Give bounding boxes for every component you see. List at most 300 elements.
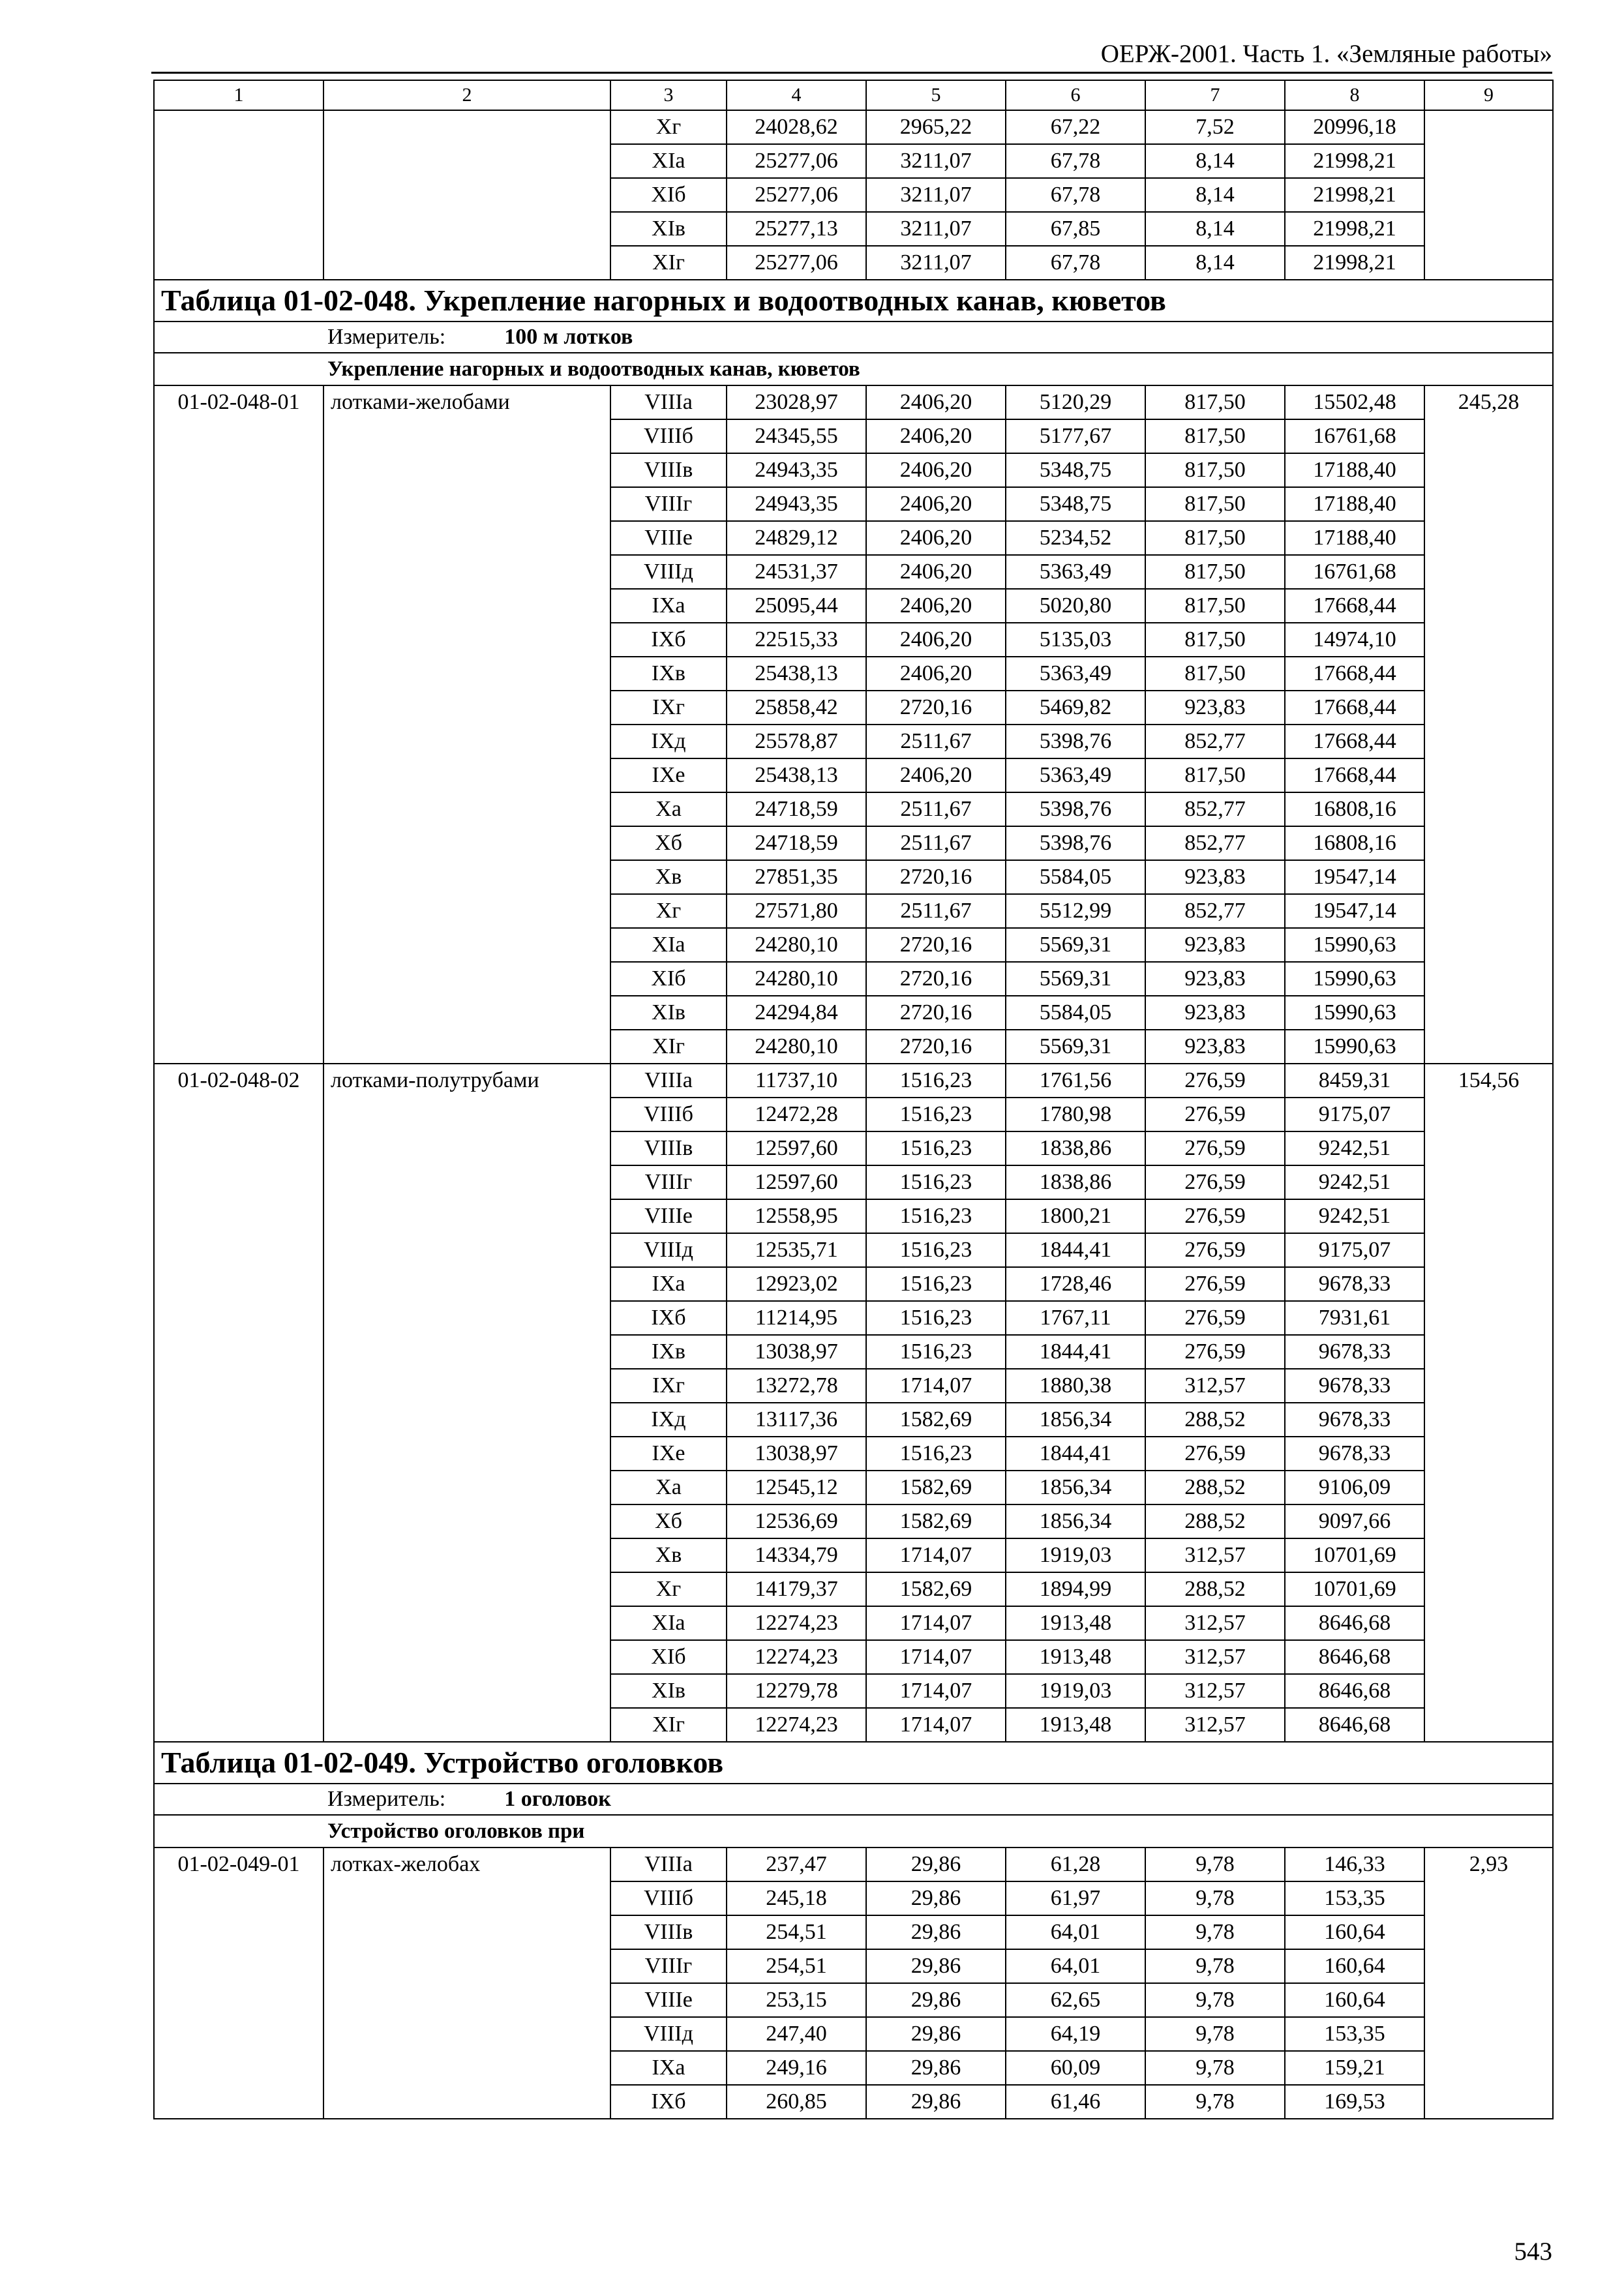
value-cell: 923,83 xyxy=(1145,691,1285,725)
zone-cell: Xв xyxy=(610,1538,727,1572)
value-cell: 25095,44 xyxy=(727,589,866,623)
value-cell: 312,57 xyxy=(1145,1606,1285,1640)
value-cell: 5363,49 xyxy=(1006,758,1145,792)
zone-cell: Xб xyxy=(610,1504,727,1538)
value-cell: 17668,44 xyxy=(1285,589,1424,623)
value-cell: 2720,16 xyxy=(866,691,1006,725)
value-cell: 1516,23 xyxy=(866,1267,1006,1301)
zone-cell: VIIIе xyxy=(610,521,727,555)
value-cell: 2406,20 xyxy=(866,521,1006,555)
value-cell: 1516,23 xyxy=(866,1199,1006,1233)
value-cell: 2720,16 xyxy=(866,1030,1006,1064)
value-cell: 5469,82 xyxy=(1006,691,1145,725)
value-cell: 1913,48 xyxy=(1006,1606,1145,1640)
value-cell: 29,86 xyxy=(866,1881,1006,1915)
value-cell: 1516,23 xyxy=(866,1335,1006,1369)
value-cell: 7931,61 xyxy=(1285,1301,1424,1335)
value-cell: 5234,52 xyxy=(1006,521,1145,555)
value-cell: 5363,49 xyxy=(1006,555,1145,589)
value-cell: 1838,86 xyxy=(1006,1165,1145,1199)
value-cell: 5569,31 xyxy=(1006,1030,1145,1064)
value-cell: 61,28 xyxy=(1006,1848,1145,1881)
value-cell: 9,78 xyxy=(1145,2017,1285,2051)
value-cell: 24943,35 xyxy=(727,487,866,521)
zone-cell: XIа xyxy=(610,928,727,962)
value-cell: 9,78 xyxy=(1145,1881,1285,1915)
value-cell: 2720,16 xyxy=(866,860,1006,894)
value-cell: 17668,44 xyxy=(1285,657,1424,691)
value-cell: 9,78 xyxy=(1145,1983,1285,2017)
value-cell: 8646,68 xyxy=(1285,1674,1424,1708)
value-cell: 64,19 xyxy=(1006,2017,1145,2051)
zone-cell: VIIIд xyxy=(610,1233,727,1267)
value-cell: 276,59 xyxy=(1145,1437,1285,1471)
value-cell: 9,78 xyxy=(1145,2085,1285,2119)
value-cell: 25277,13 xyxy=(727,212,866,246)
value-cell: 9678,33 xyxy=(1285,1403,1424,1437)
value-cell: 9678,33 xyxy=(1285,1437,1424,1471)
value-cell: 24345,55 xyxy=(727,419,866,453)
zone-cell: IXе xyxy=(610,758,727,792)
value-cell: 1516,23 xyxy=(866,1165,1006,1199)
value-cell: 817,50 xyxy=(1145,419,1285,453)
zone-cell: VIIIе xyxy=(610,1199,727,1233)
value-cell: 12274,23 xyxy=(727,1640,866,1674)
value-cell: 288,52 xyxy=(1145,1471,1285,1504)
column-number: 5 xyxy=(866,80,1006,110)
zone-cell: VIIIв xyxy=(610,1131,727,1165)
value-cell: 13272,78 xyxy=(727,1369,866,1403)
value-cell: 7,52 xyxy=(1145,110,1285,144)
value-cell: 1582,69 xyxy=(866,1504,1006,1538)
value-cell: 5120,29 xyxy=(1006,385,1145,419)
value-cell: 1844,41 xyxy=(1006,1437,1145,1471)
value-cell: 276,59 xyxy=(1145,1301,1285,1335)
measure-cell xyxy=(154,1784,1553,1815)
value-cell: 1728,46 xyxy=(1006,1267,1145,1301)
value-cell: 817,50 xyxy=(1145,487,1285,521)
value-cell: 5398,76 xyxy=(1006,725,1145,758)
value-cell: 24943,35 xyxy=(727,453,866,487)
value-cell: 276,59 xyxy=(1145,1199,1285,1233)
value-cell: 276,59 xyxy=(1145,1098,1285,1131)
zone-cell: VIIIе xyxy=(610,1983,727,2017)
value-cell: 2406,20 xyxy=(866,623,1006,657)
value-cell: 15502,48 xyxy=(1285,385,1424,419)
table-row xyxy=(154,1848,1553,1881)
value-cell: 288,52 xyxy=(1145,1572,1285,1606)
zone-cell: IXб xyxy=(610,623,727,657)
zone-cell: IXв xyxy=(610,1335,727,1369)
value-cell: 29,86 xyxy=(866,2085,1006,2119)
value-cell: 64,01 xyxy=(1006,1949,1145,1983)
value-cell: 5348,75 xyxy=(1006,453,1145,487)
value-cell: 15990,63 xyxy=(1285,996,1424,1030)
value-cell: 1780,98 xyxy=(1006,1098,1145,1131)
value-cell: 24280,10 xyxy=(727,962,866,996)
value-cell: 24280,10 xyxy=(727,1030,866,1064)
value-cell: 1844,41 xyxy=(1006,1233,1145,1267)
zone-cell: Xг xyxy=(610,894,727,928)
table-title-row xyxy=(154,280,1553,322)
value-cell: 17188,40 xyxy=(1285,521,1424,555)
value-cell: 5348,75 xyxy=(1006,487,1145,521)
value-cell: 67,78 xyxy=(1006,144,1145,178)
value-cell: 17188,40 xyxy=(1285,487,1424,521)
value-cell: 1714,07 xyxy=(866,1538,1006,1572)
value-cell: 817,50 xyxy=(1145,385,1285,419)
value-cell: 62,65 xyxy=(1006,1983,1145,2017)
zone-cell: Xб xyxy=(610,826,727,860)
zone-cell: XIг xyxy=(610,1030,727,1064)
value-cell: 24718,59 xyxy=(727,826,866,860)
value-cell: 1714,07 xyxy=(866,1708,1006,1742)
value-cell: 1516,23 xyxy=(866,1437,1006,1471)
description-cell: лотками-полутрубами xyxy=(323,1064,610,1742)
value-cell: 1714,07 xyxy=(866,1674,1006,1708)
value-cell: 2511,67 xyxy=(866,792,1006,826)
zone-cell: XIв xyxy=(610,1674,727,1708)
value-cell: 5177,67 xyxy=(1006,419,1145,453)
value-cell: 8,14 xyxy=(1145,178,1285,212)
value-cell: 852,77 xyxy=(1145,894,1285,928)
value-cell: 2511,67 xyxy=(866,826,1006,860)
value-cell: 276,59 xyxy=(1145,1267,1285,1301)
value-cell: 24531,37 xyxy=(727,555,866,589)
value-cell: 15990,63 xyxy=(1285,1030,1424,1064)
value-cell: 3211,07 xyxy=(866,178,1006,212)
value-cell: 29,86 xyxy=(866,2017,1006,2051)
value-cell: 923,83 xyxy=(1145,860,1285,894)
description-cell: лотками-желобами xyxy=(323,385,610,1064)
value-cell: 24718,59 xyxy=(727,792,866,826)
value-cell: 9242,51 xyxy=(1285,1199,1424,1233)
value-cell: 5569,31 xyxy=(1006,962,1145,996)
zone-cell: XIа xyxy=(610,144,727,178)
value-cell: 8,14 xyxy=(1145,144,1285,178)
value-cell: 12274,23 xyxy=(727,1708,866,1742)
value-cell: 1767,11 xyxy=(1006,1301,1145,1335)
zone-cell: IXд xyxy=(610,1403,727,1437)
header-rule xyxy=(151,72,1552,74)
code-cell: 01-02-048-01 xyxy=(154,385,323,1064)
value-cell: 2406,20 xyxy=(866,487,1006,521)
value-cell: 9106,09 xyxy=(1285,1471,1424,1504)
value-cell: 29,86 xyxy=(866,1848,1006,1881)
value-cell: 817,50 xyxy=(1145,758,1285,792)
zone-cell: XIг xyxy=(610,246,727,280)
value-cell: 247,40 xyxy=(727,2017,866,2051)
value-cell: 5584,05 xyxy=(1006,860,1145,894)
value-cell: 160,64 xyxy=(1285,1983,1424,2017)
col9-cell: 245,28 xyxy=(1424,385,1553,1064)
value-cell: 25277,06 xyxy=(727,144,866,178)
value-cell: 249,16 xyxy=(727,2051,866,2085)
value-cell: 60,09 xyxy=(1006,2051,1145,2085)
value-cell: 1913,48 xyxy=(1006,1708,1145,1742)
zone-cell: VIIIг xyxy=(610,1165,727,1199)
value-cell: 1714,07 xyxy=(866,1369,1006,1403)
value-cell: 2406,20 xyxy=(866,419,1006,453)
value-cell: 67,78 xyxy=(1006,246,1145,280)
value-cell: 159,21 xyxy=(1285,2051,1424,2085)
value-cell: 312,57 xyxy=(1145,1538,1285,1572)
zone-cell: Xа xyxy=(610,1471,727,1504)
value-cell: 1516,23 xyxy=(866,1301,1006,1335)
column-number-row xyxy=(154,80,1553,110)
value-cell: 852,77 xyxy=(1145,725,1285,758)
value-cell: 25277,06 xyxy=(727,178,866,212)
value-cell: 817,50 xyxy=(1145,623,1285,657)
value-cell: 24028,62 xyxy=(727,110,866,144)
value-cell: 9175,07 xyxy=(1285,1098,1424,1131)
value-cell: 22515,33 xyxy=(727,623,866,657)
value-cell: 1516,23 xyxy=(866,1064,1006,1098)
value-cell: 9,78 xyxy=(1145,1949,1285,1983)
measure-row xyxy=(154,322,1553,353)
measure-row xyxy=(154,1784,1553,1815)
zone-cell: XIа xyxy=(610,1606,727,1640)
value-cell: 817,50 xyxy=(1145,657,1285,691)
value-cell: 9097,66 xyxy=(1285,1504,1424,1538)
value-cell: 1856,34 xyxy=(1006,1504,1145,1538)
value-cell: 10701,69 xyxy=(1285,1538,1424,1572)
zone-cell: VIIIб xyxy=(610,419,727,453)
col9-cell xyxy=(1424,110,1553,280)
value-cell: 9678,33 xyxy=(1285,1267,1424,1301)
value-cell: 2406,20 xyxy=(866,589,1006,623)
zone-cell: Xг xyxy=(610,1572,727,1606)
value-cell: 9242,51 xyxy=(1285,1131,1424,1165)
section-row xyxy=(154,353,1553,385)
value-cell: 1856,34 xyxy=(1006,1403,1145,1437)
measure-label: Измеритель: xyxy=(327,1787,446,1811)
value-cell: 2511,67 xyxy=(866,894,1006,928)
column-number: 7 xyxy=(1145,80,1285,110)
value-cell: 8646,68 xyxy=(1285,1708,1424,1742)
value-cell: 16761,68 xyxy=(1285,555,1424,589)
value-cell: 10701,69 xyxy=(1285,1572,1424,1606)
value-cell: 923,83 xyxy=(1145,1030,1285,1064)
value-cell: 1582,69 xyxy=(866,1572,1006,1606)
value-cell: 1582,69 xyxy=(866,1471,1006,1504)
measure-label: Измеритель: xyxy=(327,325,446,349)
value-cell: 67,22 xyxy=(1006,110,1145,144)
rates-table xyxy=(153,80,1554,2119)
section-title: Укрепление нагорных и водоотводных канав, кюветов xyxy=(154,353,1553,385)
value-cell: 153,35 xyxy=(1285,1881,1424,1915)
value-cell: 312,57 xyxy=(1145,1708,1285,1742)
value-cell: 16808,16 xyxy=(1285,826,1424,860)
value-cell: 5398,76 xyxy=(1006,826,1145,860)
value-cell: 9242,51 xyxy=(1285,1165,1424,1199)
value-cell: 25438,13 xyxy=(727,758,866,792)
column-number: 2 xyxy=(323,80,610,110)
value-cell: 2720,16 xyxy=(866,996,1006,1030)
zone-cell: IXд xyxy=(610,725,727,758)
value-cell: 2406,20 xyxy=(866,555,1006,589)
value-cell: 24294,84 xyxy=(727,996,866,1030)
column-number: 3 xyxy=(610,80,727,110)
value-cell: 160,64 xyxy=(1285,1915,1424,1949)
value-cell: 1516,23 xyxy=(866,1098,1006,1131)
value-cell: 5584,05 xyxy=(1006,996,1145,1030)
value-cell: 8,14 xyxy=(1145,246,1285,280)
value-cell: 3211,07 xyxy=(866,212,1006,246)
value-cell: 12597,60 xyxy=(727,1165,866,1199)
value-cell: 1919,03 xyxy=(1006,1538,1145,1572)
value-cell: 20996,18 xyxy=(1285,110,1424,144)
value-cell: 817,50 xyxy=(1145,453,1285,487)
value-cell: 1516,23 xyxy=(866,1131,1006,1165)
value-cell: 2965,22 xyxy=(866,110,1006,144)
column-number: 6 xyxy=(1006,80,1145,110)
value-cell: 923,83 xyxy=(1145,928,1285,962)
value-cell: 25438,13 xyxy=(727,657,866,691)
value-cell: 13038,97 xyxy=(727,1335,866,1369)
zone-cell: XIб xyxy=(610,962,727,996)
zone-cell: VIIIб xyxy=(610,1098,727,1131)
value-cell: 3211,07 xyxy=(866,144,1006,178)
zone-cell: XIг xyxy=(610,1708,727,1742)
value-cell: 14974,10 xyxy=(1285,623,1424,657)
value-cell: 19547,14 xyxy=(1285,894,1424,928)
value-cell: 25858,42 xyxy=(727,691,866,725)
table-row xyxy=(154,110,1553,144)
value-cell: 14334,79 xyxy=(727,1538,866,1572)
value-cell: 169,53 xyxy=(1285,2085,1424,2119)
value-cell: 9678,33 xyxy=(1285,1335,1424,1369)
value-cell: 29,86 xyxy=(866,1949,1006,1983)
value-cell: 253,15 xyxy=(727,1983,866,2017)
value-cell: 2511,67 xyxy=(866,725,1006,758)
value-cell: 276,59 xyxy=(1145,1335,1285,1369)
description-cell: лотках-желобах xyxy=(323,1848,610,2119)
value-cell: 14179,37 xyxy=(727,1572,866,1606)
value-cell: 5569,31 xyxy=(1006,928,1145,962)
value-cell: 9678,33 xyxy=(1285,1369,1424,1403)
value-cell: 1919,03 xyxy=(1006,1674,1145,1708)
value-cell: 1582,69 xyxy=(866,1403,1006,1437)
value-cell: 254,51 xyxy=(727,1949,866,1983)
column-number: 4 xyxy=(727,80,866,110)
value-cell: 61,46 xyxy=(1006,2085,1145,2119)
value-cell: 237,47 xyxy=(727,1848,866,1881)
value-cell: 8,14 xyxy=(1145,212,1285,246)
value-cell: 67,85 xyxy=(1006,212,1145,246)
value-cell: 1761,56 xyxy=(1006,1064,1145,1098)
value-cell: 852,77 xyxy=(1145,826,1285,860)
value-cell: 15990,63 xyxy=(1285,962,1424,996)
code-cell xyxy=(154,110,323,280)
value-cell: 8459,31 xyxy=(1285,1064,1424,1098)
value-cell: 817,50 xyxy=(1145,555,1285,589)
zone-cell: Xа xyxy=(610,792,727,826)
value-cell: 12536,69 xyxy=(727,1504,866,1538)
section-row xyxy=(154,1815,1553,1848)
zone-cell: Xв xyxy=(610,860,727,894)
zone-cell: VIIIб xyxy=(610,1881,727,1915)
value-cell: 260,85 xyxy=(727,2085,866,2119)
value-cell: 12923,02 xyxy=(727,1267,866,1301)
value-cell: 153,35 xyxy=(1285,2017,1424,2051)
zone-cell: IXв xyxy=(610,657,727,691)
value-cell: 2406,20 xyxy=(866,385,1006,419)
value-cell: 64,01 xyxy=(1006,1915,1145,1949)
measure-cell xyxy=(154,322,1553,353)
value-cell: 288,52 xyxy=(1145,1504,1285,1538)
zone-cell: IXб xyxy=(610,2085,727,2119)
value-cell: 1516,23 xyxy=(866,1233,1006,1267)
value-cell: 9,78 xyxy=(1145,2051,1285,2085)
value-cell: 1714,07 xyxy=(866,1640,1006,1674)
value-cell: 12274,23 xyxy=(727,1606,866,1640)
value-cell: 1856,34 xyxy=(1006,1471,1145,1504)
zone-cell: IXа xyxy=(610,1267,727,1301)
value-cell: 276,59 xyxy=(1145,1165,1285,1199)
value-cell: 1714,07 xyxy=(866,1606,1006,1640)
value-cell: 312,57 xyxy=(1145,1674,1285,1708)
value-cell: 2720,16 xyxy=(866,928,1006,962)
value-cell: 17668,44 xyxy=(1285,725,1424,758)
value-cell: 67,78 xyxy=(1006,178,1145,212)
value-cell: 23028,97 xyxy=(727,385,866,419)
value-cell: 17668,44 xyxy=(1285,758,1424,792)
value-cell: 817,50 xyxy=(1145,589,1285,623)
zone-cell: VIIIа xyxy=(610,1064,727,1098)
page-number: 543 xyxy=(1514,2237,1552,2266)
section-title: Устройство оголовков при xyxy=(154,1815,1553,1848)
value-cell: 21998,21 xyxy=(1285,212,1424,246)
zone-cell: VIIIд xyxy=(610,2017,727,2051)
value-cell: 15990,63 xyxy=(1285,928,1424,962)
value-cell: 2720,16 xyxy=(866,962,1006,996)
col9-cell: 154,56 xyxy=(1424,1064,1553,1742)
value-cell: 5363,49 xyxy=(1006,657,1145,691)
zone-cell: Xг xyxy=(610,110,727,144)
value-cell: 1913,48 xyxy=(1006,1640,1145,1674)
value-cell: 9175,07 xyxy=(1285,1233,1424,1267)
zone-cell: IXа xyxy=(610,589,727,623)
col9-cell: 2,93 xyxy=(1424,1848,1553,2119)
table-row xyxy=(154,385,1553,419)
value-cell: 312,57 xyxy=(1145,1369,1285,1403)
value-cell: 61,97 xyxy=(1006,1881,1145,1915)
value-cell: 5512,99 xyxy=(1006,894,1145,928)
zone-cell: VIIIв xyxy=(610,1915,727,1949)
value-cell: 17188,40 xyxy=(1285,453,1424,487)
value-cell: 817,50 xyxy=(1145,521,1285,555)
code-cell: 01-02-048-02 xyxy=(154,1064,323,1742)
value-cell: 21998,21 xyxy=(1285,246,1424,280)
value-cell: 11214,95 xyxy=(727,1301,866,1335)
value-cell: 245,18 xyxy=(727,1881,866,1915)
table-title: Таблица 01-02-049. Устройство оголовков xyxy=(154,1742,1553,1784)
value-cell: 17668,44 xyxy=(1285,691,1424,725)
running-header: ОЕРЖ-2001. Часть 1. «Земляные работы» xyxy=(1100,40,1552,68)
value-cell: 12535,71 xyxy=(727,1233,866,1267)
value-cell: 29,86 xyxy=(866,2051,1006,2085)
value-cell: 852,77 xyxy=(1145,792,1285,826)
value-cell: 288,52 xyxy=(1145,1403,1285,1437)
value-cell: 21998,21 xyxy=(1285,144,1424,178)
zone-cell: IXб xyxy=(610,1301,727,1335)
value-cell: 276,59 xyxy=(1145,1064,1285,1098)
zone-cell: VIIIа xyxy=(610,385,727,419)
value-cell: 24829,12 xyxy=(727,521,866,555)
value-cell: 1844,41 xyxy=(1006,1335,1145,1369)
value-cell: 12279,78 xyxy=(727,1674,866,1708)
